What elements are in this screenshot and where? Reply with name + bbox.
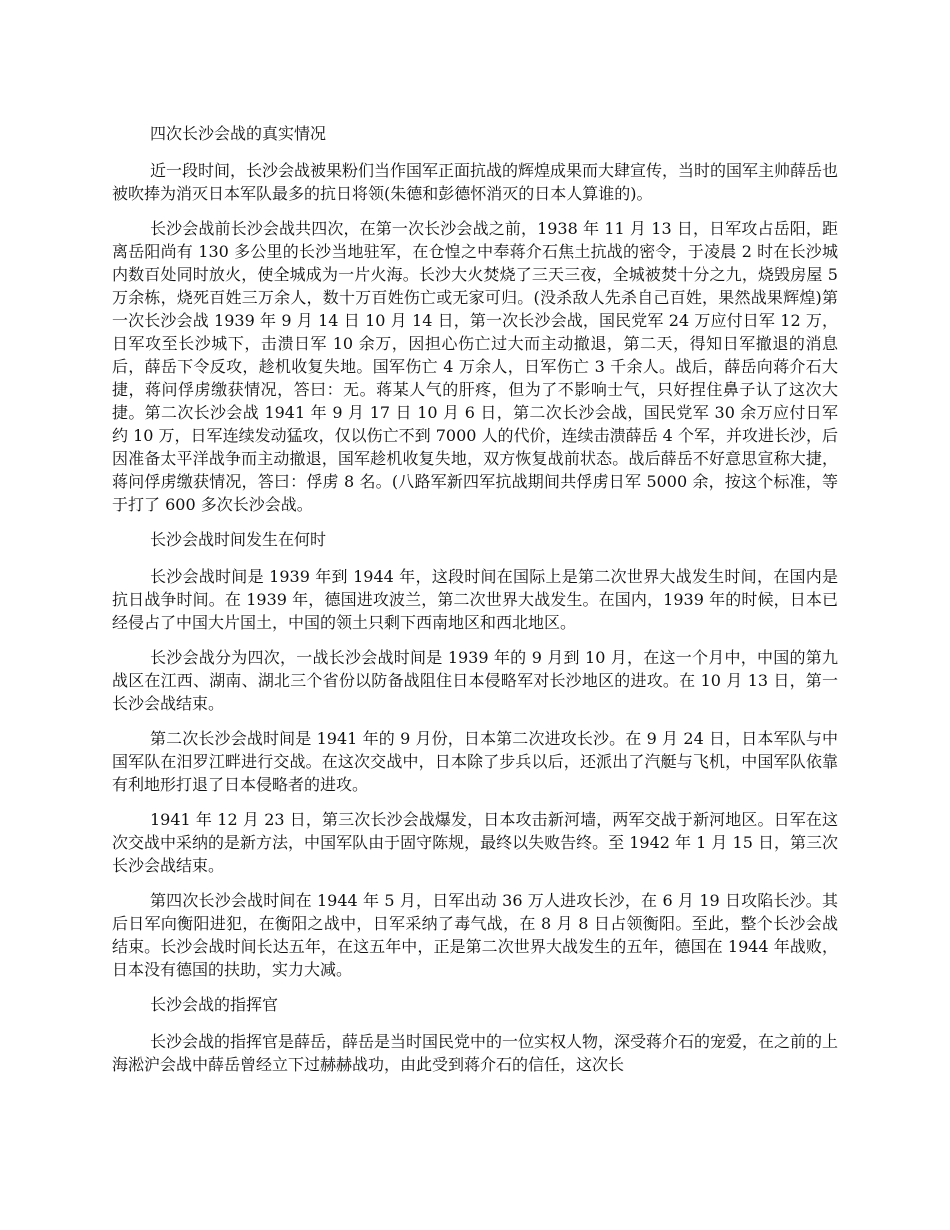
paragraph-timing-1: 长沙会战时间是 1939 年到 1944 年，这段时间在国际上是第二次世界大战发生时间，在国内是抗日战争时间。在 1939 年，德国进攻波兰，第二次世界大战发生。在国内，1939 年的时候，日本已经侵占了中国大片国土，中国的领土只剩下西南地区和西北地区。 — [112, 567, 838, 632]
paragraph-timing-4: 1941 年 12 月 23 日，第三次长沙会战爆发，日本攻击新河墙，两军交战于新河地区。日军在这次交战中采纳的是新方法，中国军队由于固守陈规，最终以失败告终。至 1942 年 1 月 15 日，第三次长沙会战结束。 — [112, 810, 838, 875]
section-heading-timing: 长沙会战时间发生在何时 — [150, 530, 327, 549]
paragraph-timing-3: 第二次长沙会战时间是 1941 年的 9 月份，日本第二次进攻长沙。在 9 月 24 日，日本军队与中国军队在汨罗江畔进行交战。在这次交战中，日本除了步兵以后，还派出了汽艇与飞机，中国军队依靠有利地形打退了日本侵略者的进攻。 — [112, 729, 838, 794]
paragraph-timing-5: 第四次长沙会战时间在 1944 年 5 月，日军出动 36 万人进攻长沙，在 6 月 19 日攻陷长沙。其后日军向衡阳进犯，在衡阳之战中，日军采纳了毒气战，在 8 月 8 日占领衡阳。至此，整个长沙会战结束。长沙会战时间长达五年，在这五年中，正是第二次世界大战发生的五年，德国在 1944 年战败，日本没有德国的扶助，实力大减。 — [112, 891, 838, 979]
document-page — [112, 122, 838, 1088]
paragraph-timing-2: 长沙会战分为四次，一战长沙会战时间是 1939 年的 9 月到 10 月，在这一个月中，中国的第九战区在江西、湖南、湖北三个省份以防备战阻住日本侵略军对长沙地区的进攻。在 10 月 13 日，第一长沙会战结束。 — [112, 648, 838, 713]
section-heading-commander: 长沙会战的指挥官 — [150, 995, 279, 1014]
paragraph-intro: 近一段时间，长沙会战被果粉们当作国军正面抗战的辉煌成果而大肆宣传，当时的国军主帅薛岳也被吹捧为消灭日本军队最多的抗日将领(朱德和彭德怀消灭的日本人算谁的)。 — [112, 161, 839, 203]
paragraph-commander-1: 长沙会战的指挥官是薛岳，薛岳是当时国民党中的一位实权人物，深受蒋介石的宠爱，在之前的上海淞沪会战中薛岳曾经立下过赫赫战功，由此受到蒋介石的信任，这次长 — [112, 1032, 839, 1074]
paragraph-battles-overview: 长沙会战前长沙会战共四次，在第一次长沙会战之前，1938 年 11 月 13 日，日军攻占岳阳，距离岳阳尚有 130 多公里的长沙当地驻军，在仓惶之中奉蒋介石焦土抗战的密令，于凌晨 2 时在长沙城内数百处同时放火，使全城成为一片火海。长沙大火焚烧了三天三夜，全城被焚十分之九，烧毁房屋 5 万余栋，烧死百姓三万余人，数十万百姓伤亡或无家可归。(没杀敌人先杀自己百姓，果然战果辉煌)第一次长沙会战 1939 年 9 月 14 日 10 月 14 日，第一次长沙会战，国民党军 24 万应付日军 12 万，日军攻至长沙城下，击溃日军 10 余万，因担心伤亡过大而主动撤退，第二天，得知日军撤退的消息后，薛岳下令反攻，趁机收复失地。国军伤亡 4 万余人，日军伤亡 3 千余人。战后，薛岳向蒋介石大捷，蒋问俘虏缴获情况，答曰：无。蒋某人气的肝疼，但为了不影响士气，只好捏住鼻子认了这次大捷。第二次长沙会战 1941 年 9 月 17 日 10 月 6 日，第二次长沙会战，国民党军 30 余万应付日军约 10 万，日军连续发动猛攻，仅以伤亡不到 7000 人的代价，连续击溃薛岳 4 个军，并攻进长沙，后因准备太平洋战争而主动撤退，国军趁机收复失地，双方恢复战前状态。战后薛岳不好意思宣称大捷， 蒋问俘虏缴获情况，答曰：俘虏 8 名。(八路军新四军抗战期间共俘虏日军 5000 余，按这个标准，等于打了 600 多次长沙会战。 — [112, 219, 838, 514]
document-title: 四次长沙会战的真实情况 — [150, 124, 327, 143]
